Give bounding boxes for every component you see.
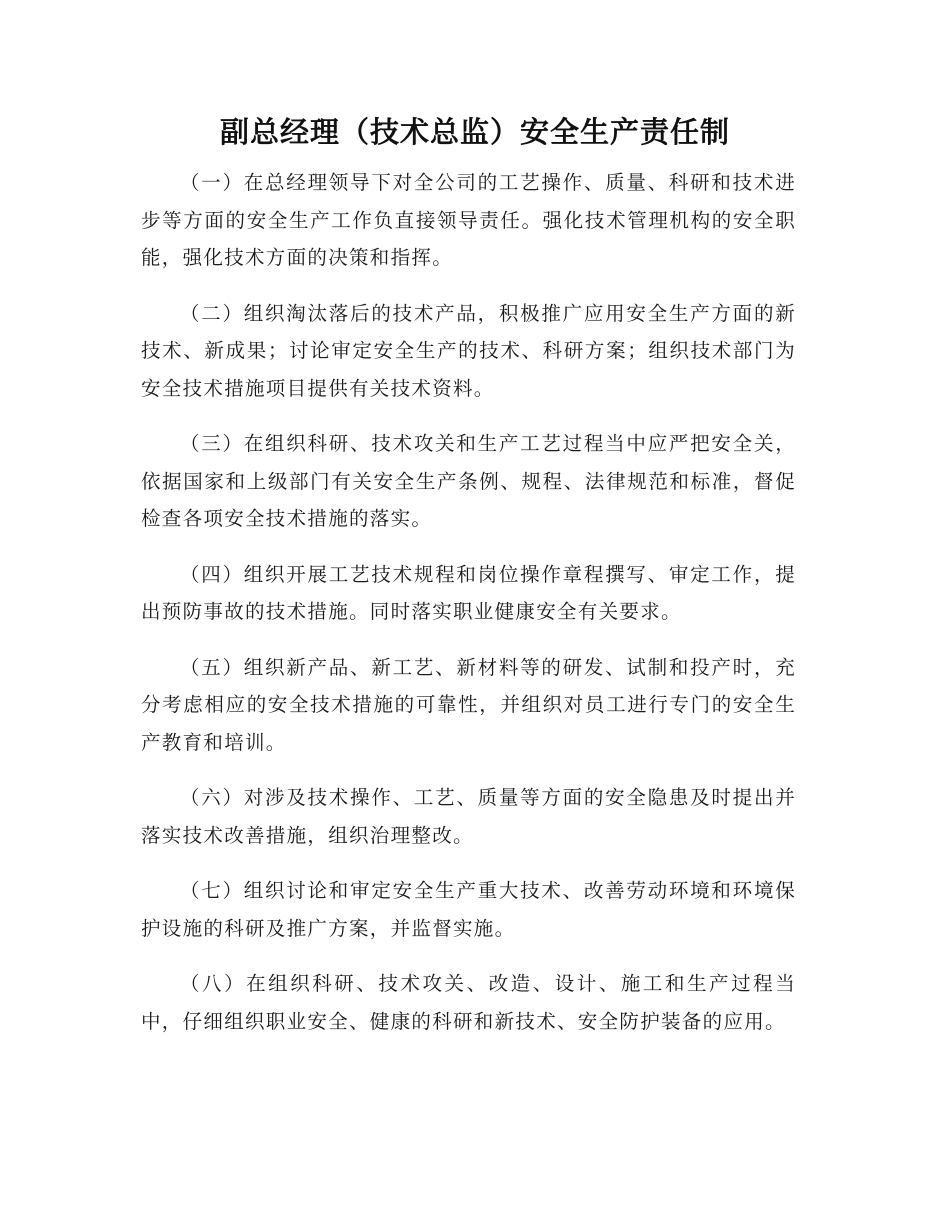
- paragraph-4: （四）组织开展工艺技术规程和岗位操作章程撰写、审定工作，提出预防事故的技术措施。同时落实职业健康安全有关要求。: [141, 562, 796, 623]
- paragraph-8: （八）在组织科研、技术攻关、改造、设计、施工和生产过程当中，仔细组织职业安全、健康的科研和新技术、安全防护装备的应用。: [141, 972, 796, 1033]
- paragraph-5: （五）组织新产品、新工艺、新材料等的研发、试制和投产时，充分考虑相应的安全技术措施的可靠性，并组织对员工进行专门的安全生产教育和培训。: [141, 655, 796, 754]
- paragraph-6: （六）对涉及技术操作、工艺、质量等方面的安全隐患及时提出并落实技术改善措施，组织治理整改。: [141, 786, 796, 847]
- paragraph-7: （七）组织讨论和审定安全生产重大技术、改善劳动环境和环境保护设施的科研及推广方案，并监督实施。: [141, 879, 796, 940]
- paragraph-2: （二）组织淘汰落后的技术产品，积极推广应用安全生产方面的新技术、新成果；讨论审定安全生产的技术、科研方案；组织技术部门为安全技术措施项目提供有关技术资料。: [141, 301, 796, 400]
- document-body: [141, 164, 796, 1058]
- paragraph-3: （三）在组织科研、技术攻关和生产工艺过程当中应严把安全关，依据国家和上级部门有关安全生产条例、规程、法律规范和标准，督促检查各项安全技术措施的落实。: [141, 432, 796, 530]
- paragraph-1: （一）在总经理领导下对全公司的工艺操作、质量、科研和技术进步等方面的安全生产工作负直接领导责任。强化技术管理机构的安全职能，强化技术方面的决策和指挥。: [141, 171, 796, 269]
- document-title: 副总经理（技术总监）安全生产责任制: [219, 115, 730, 149]
